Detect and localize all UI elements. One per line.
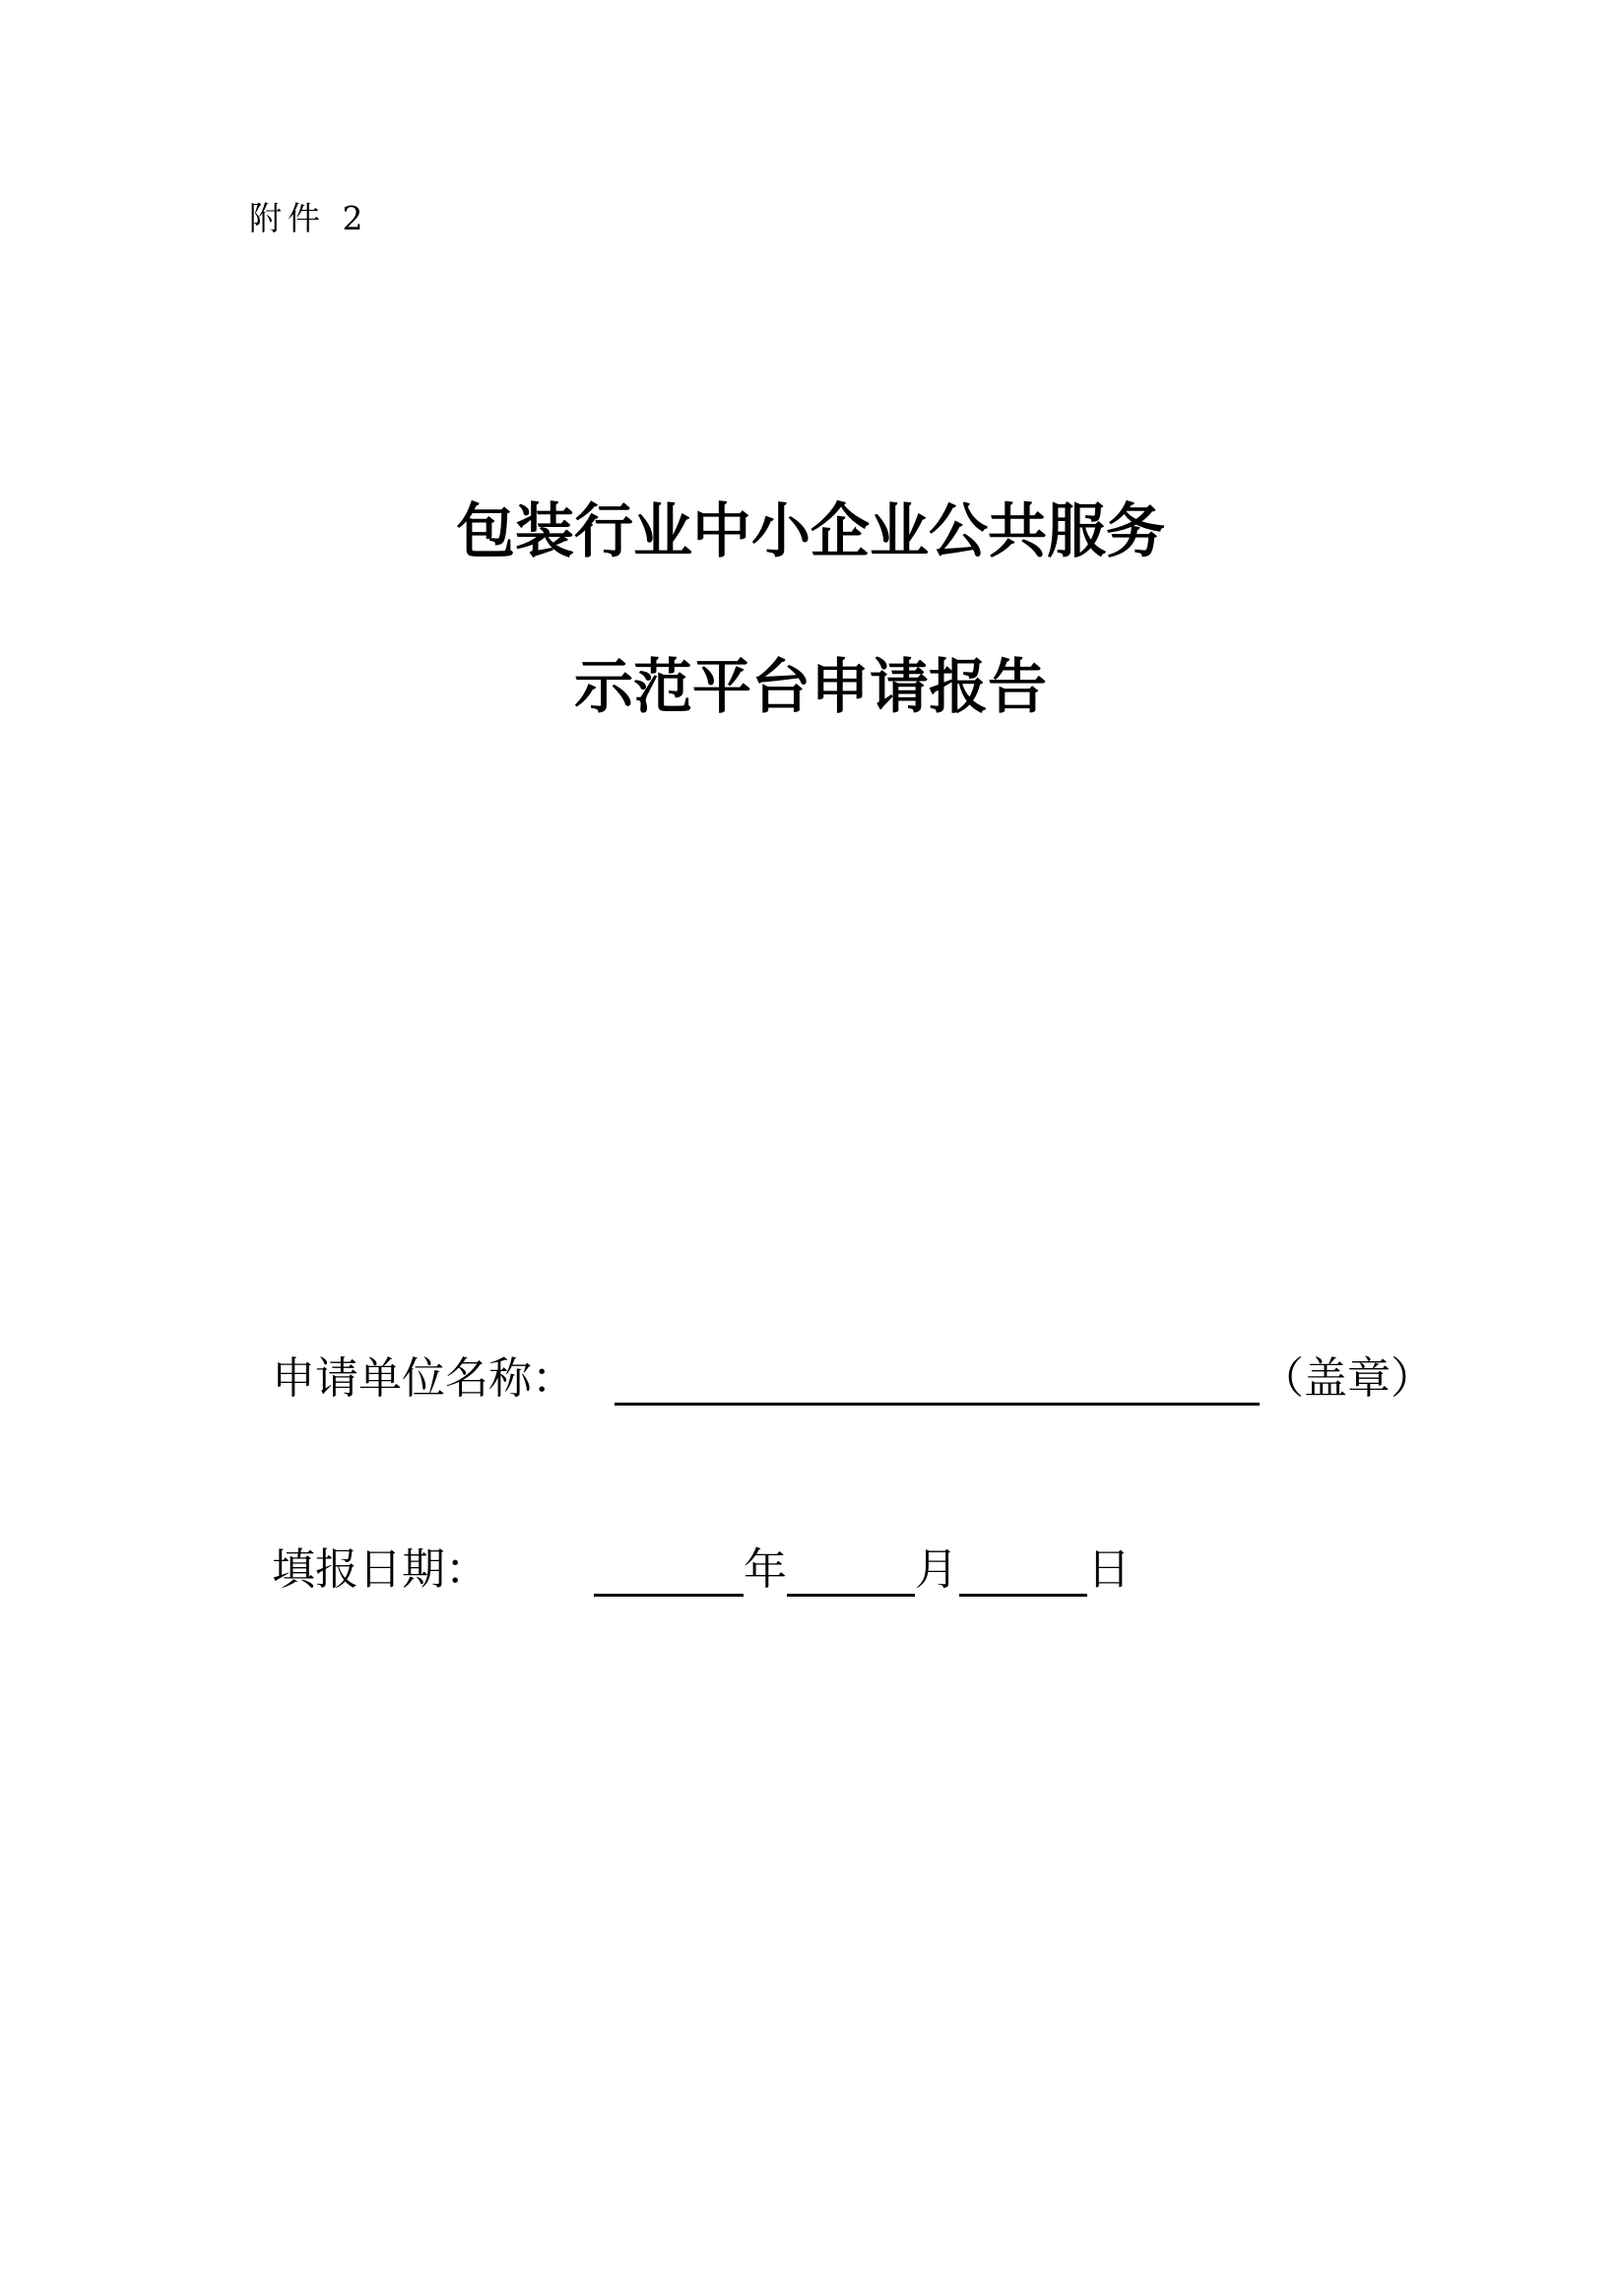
month-blank[interactable] xyxy=(787,1594,915,1597)
day-unit: 日 xyxy=(1087,1544,1131,1595)
year-unit: 年 xyxy=(744,1544,787,1595)
applicant-name-blank[interactable] xyxy=(615,1403,1260,1406)
document-title-line-2: 示范平台申请报告 xyxy=(574,653,1047,722)
seal-note: （盖章） xyxy=(1261,1353,1434,1404)
applicant-label: 申请单位名称： xyxy=(272,1353,575,1404)
month-unit: 月 xyxy=(915,1544,958,1595)
fill-date-row xyxy=(272,1542,1257,1602)
applicant-row xyxy=(272,1351,1454,1410)
document-title-line-1: 包装行业中小企业公共服务 xyxy=(456,497,1165,566)
attachment-label: 附件 2 xyxy=(249,199,369,237)
day-blank[interactable] xyxy=(959,1594,1087,1597)
fill-date-label: 填报日期： xyxy=(272,1544,488,1595)
year-blank[interactable] xyxy=(594,1594,744,1597)
